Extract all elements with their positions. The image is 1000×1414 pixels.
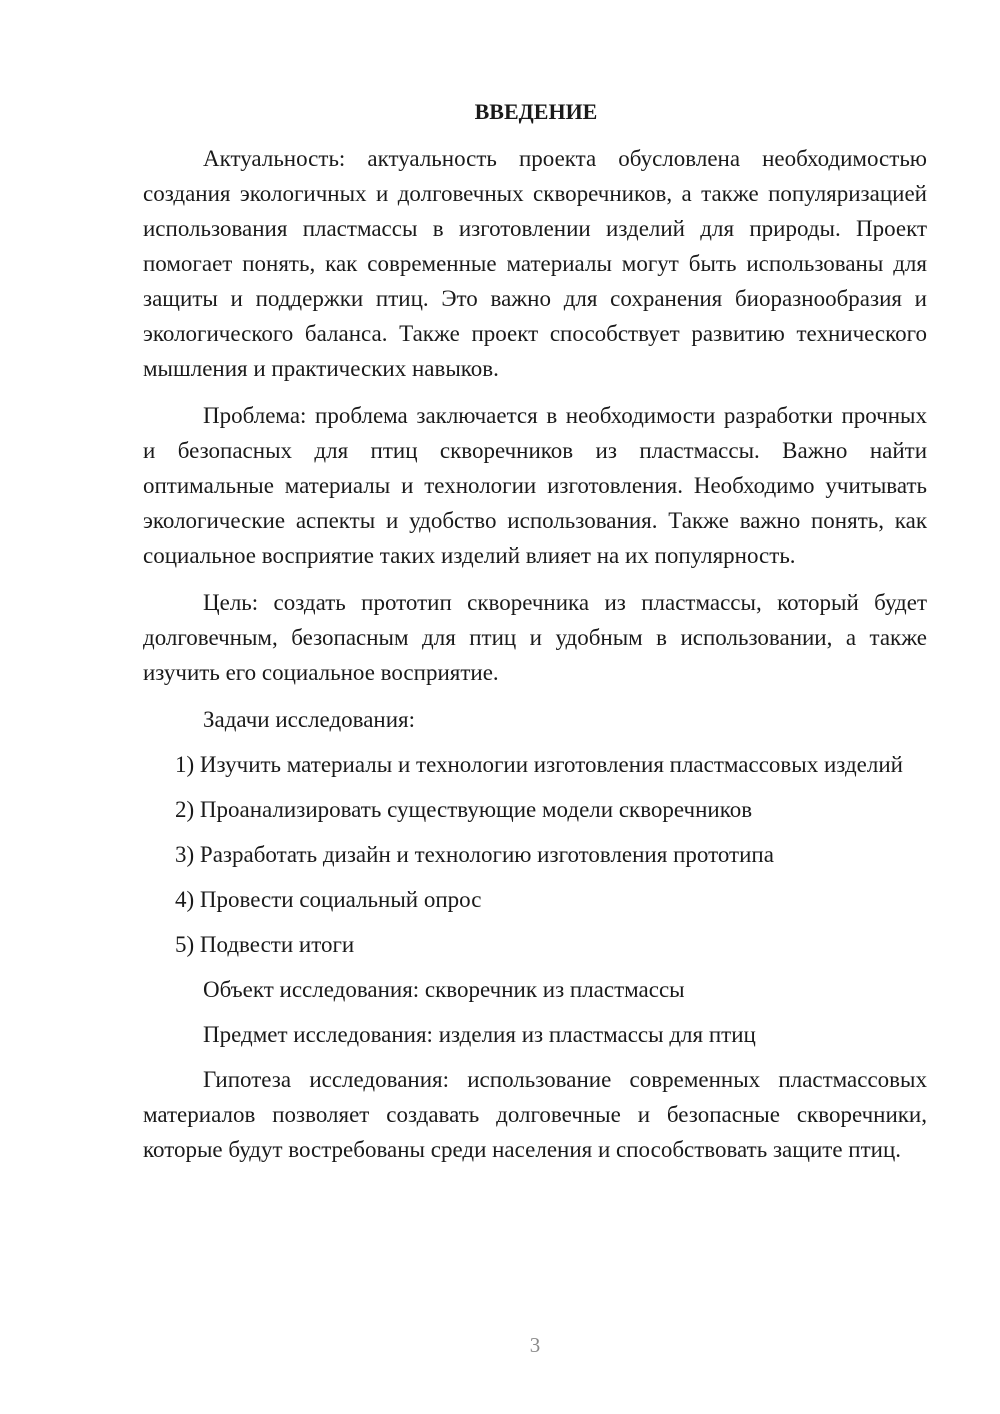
page-number: 3 <box>529 1333 541 1357</box>
research-subject: Предмет исследования: изделия из пластмассы для птиц <box>203 1022 756 1047</box>
goal-paragraph: Цель: создать прототип скворечника из пластмассы, который будет долговечным, безопасным для птиц и удобным в использовании, а также изучить его социальное восприятие. <box>143 590 927 685</box>
page-content <box>143 94 927 1167</box>
section-title: ВВЕДЕНИЕ <box>474 99 598 124</box>
task-item-3: 3) Разработать дизайн и технологию изготовления прототипа <box>175 842 774 867</box>
task-item-1: 1) Изучить материалы и технологии изготовления пластмассовых изделий <box>175 752 903 777</box>
relevance-paragraph: Актуальность: актуальность проекта обусловлена необходимостью создания экологичных и долговечных скворечников, а также популяризацией использования пластмассы в изготовлении изделий для природы. Проект помогает понять, как современные материалы могут быть использованы для защиты и поддержки птиц. Это важно для сохранения биоразнообразия и экологического баланса. Также проект способствует развитию технического мышления и практических навыков. <box>143 146 927 381</box>
task-item-2: 2) Проанализировать существующие модели скворечников <box>175 797 753 822</box>
research-object: Объект исследования: скворечник из пластмассы <box>203 977 685 1002</box>
tasks-heading: Задачи исследования: <box>203 707 416 732</box>
hypothesis-paragraph: Гипотеза исследования: использование современных пластмассовых материалов позволяет создавать долговечные и безопасные скворечники, которые будут востребованы среди населения и способствовать защите птиц. <box>143 1067 927 1162</box>
task-item-4: 4) Провести социальный опрос <box>175 887 482 912</box>
task-item-5: 5) Подвести итоги <box>175 932 355 957</box>
problem-paragraph: Проблема: проблема заключается в необходимости разработки прочных и безопасных для птиц скворечников из пластмассы. Важно найти оптимальные материалы и технологии изготовления. Необходимо учитывать экологические аспекты и удобство использования. Также важно понять, как социальное восприятие таких изделий влияет на их популярность. <box>143 403 927 568</box>
